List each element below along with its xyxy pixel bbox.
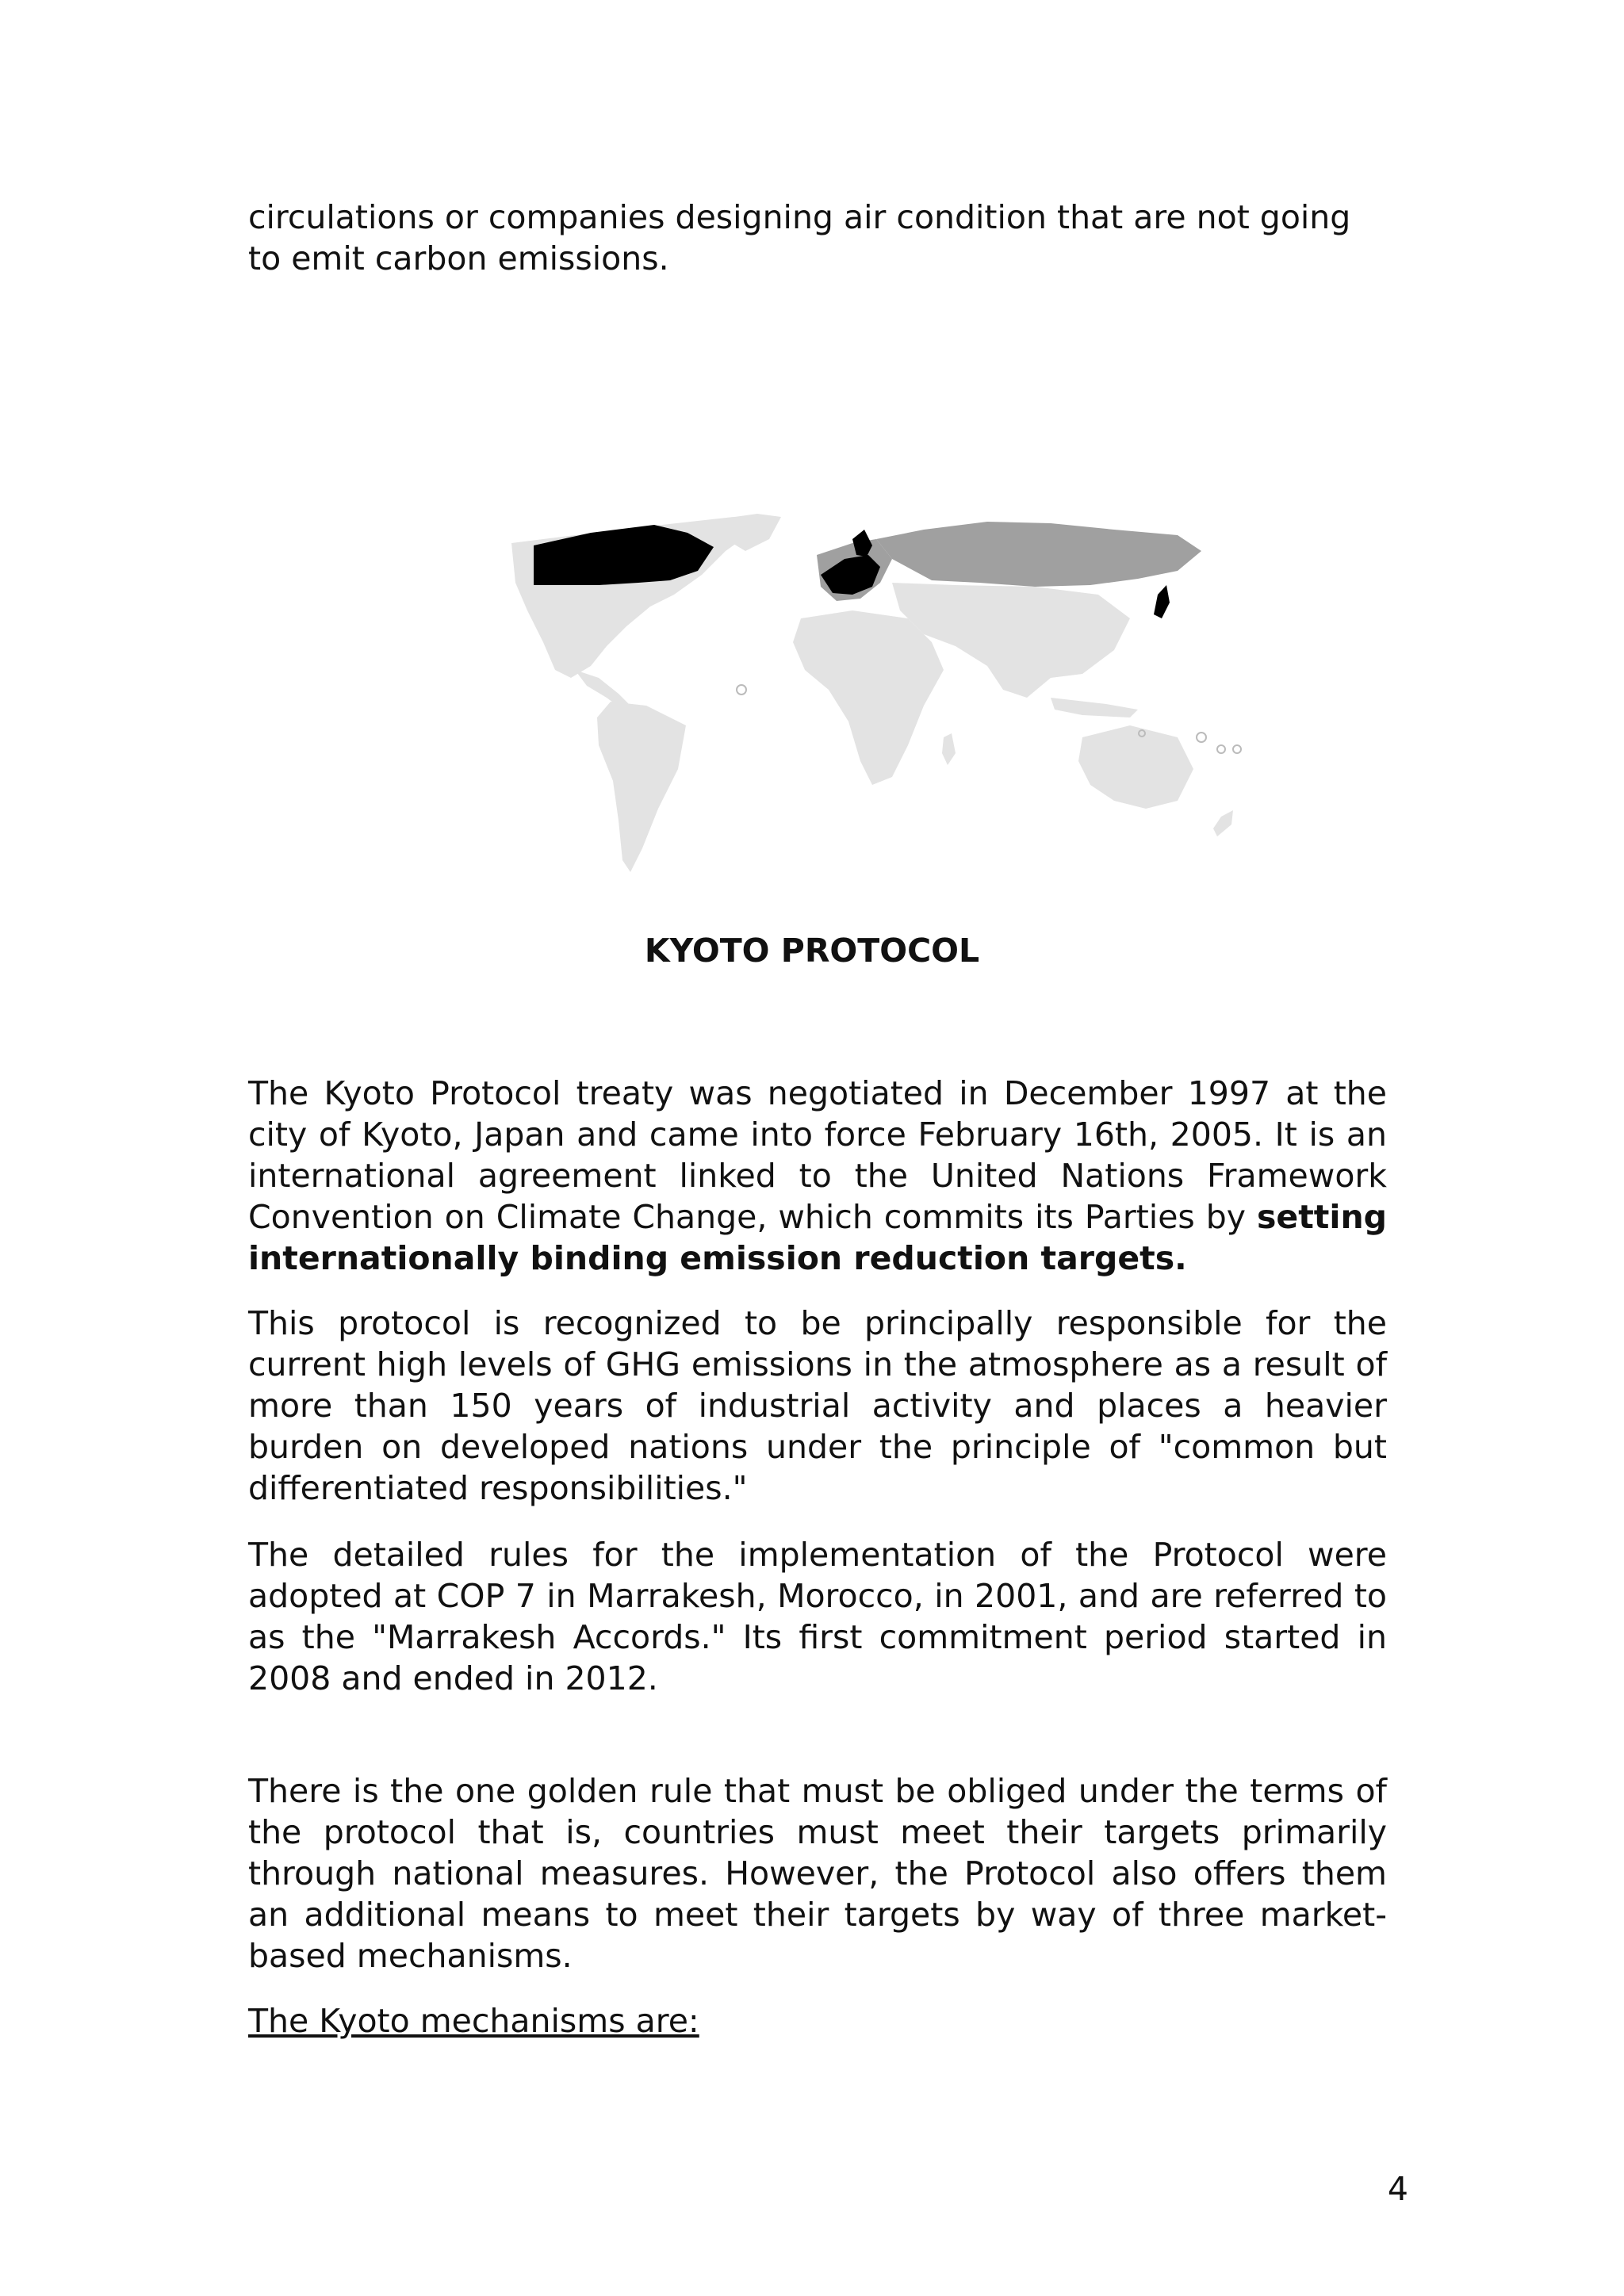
map-madagascar [942,733,956,765]
world-map-figure [480,507,1300,888]
mechanisms-heading: The Kyoto mechanisms are: [248,2002,699,2040]
map-island-circle [1233,745,1241,753]
paragraph-kyoto-intro-bold: setting internationally binding emission reduction targets. [248,1198,1387,1277]
intro-paragraph: circulations or companies designing air condition that are not going to emit carbon emissions. [248,198,1351,277]
section-heading: KYOTO PROTOCOL [644,932,980,970]
paragraph-golden-rule: There is the one golden rule that must be obliged under the terms of the protocol that is, countries must meet their targets primarily through national measures. However, the Protocol also offers them an additional means to meet their targets by way of three market-based mechanisms. [248,1772,1387,1975]
paragraph-kyoto-intro [248,1073,1387,1279]
world-map [480,507,1300,888]
map-japan [1154,585,1170,618]
map-island-circle [1197,733,1206,742]
map-south-america [597,702,686,872]
map-australia [1078,725,1193,809]
map-africa [793,610,944,785]
paragraph-marrakesh: The detailed rules for the implementation of the Protocol were adopted at COP 7 in Marrakesh, Morocco, in 2001, and are referred to as the "Marrakesh Accords." Its first commitment period started in 2008 and ended in 2012. [248,1536,1387,1697]
map-russia [876,522,1201,587]
paragraph-kyoto-intro-text: The Kyoto Protocol treaty was negotiated in December 1997 at the city of Kyoto, Japan and came into force February 16th, 2005. It is an international agreement linked to the United Nations Framework Convention on Climate Change, which commits its Parties by [248,1074,1387,1236]
page-number: 4 [1387,2170,1408,2208]
map-island-circle [1217,745,1225,753]
map-island-circle [737,685,746,695]
map-indonesia [1051,698,1138,718]
map-new-zealand [1213,810,1233,836]
paragraph-responsibility: This protocol is recognized to be principally responsible for the current high levels of GHG emissions in the atmosphere as a result of more than 150 years of industrial activity and places a heavier burden on developed nations under the principle of "common but differentiated responsibilities." [248,1304,1387,1507]
